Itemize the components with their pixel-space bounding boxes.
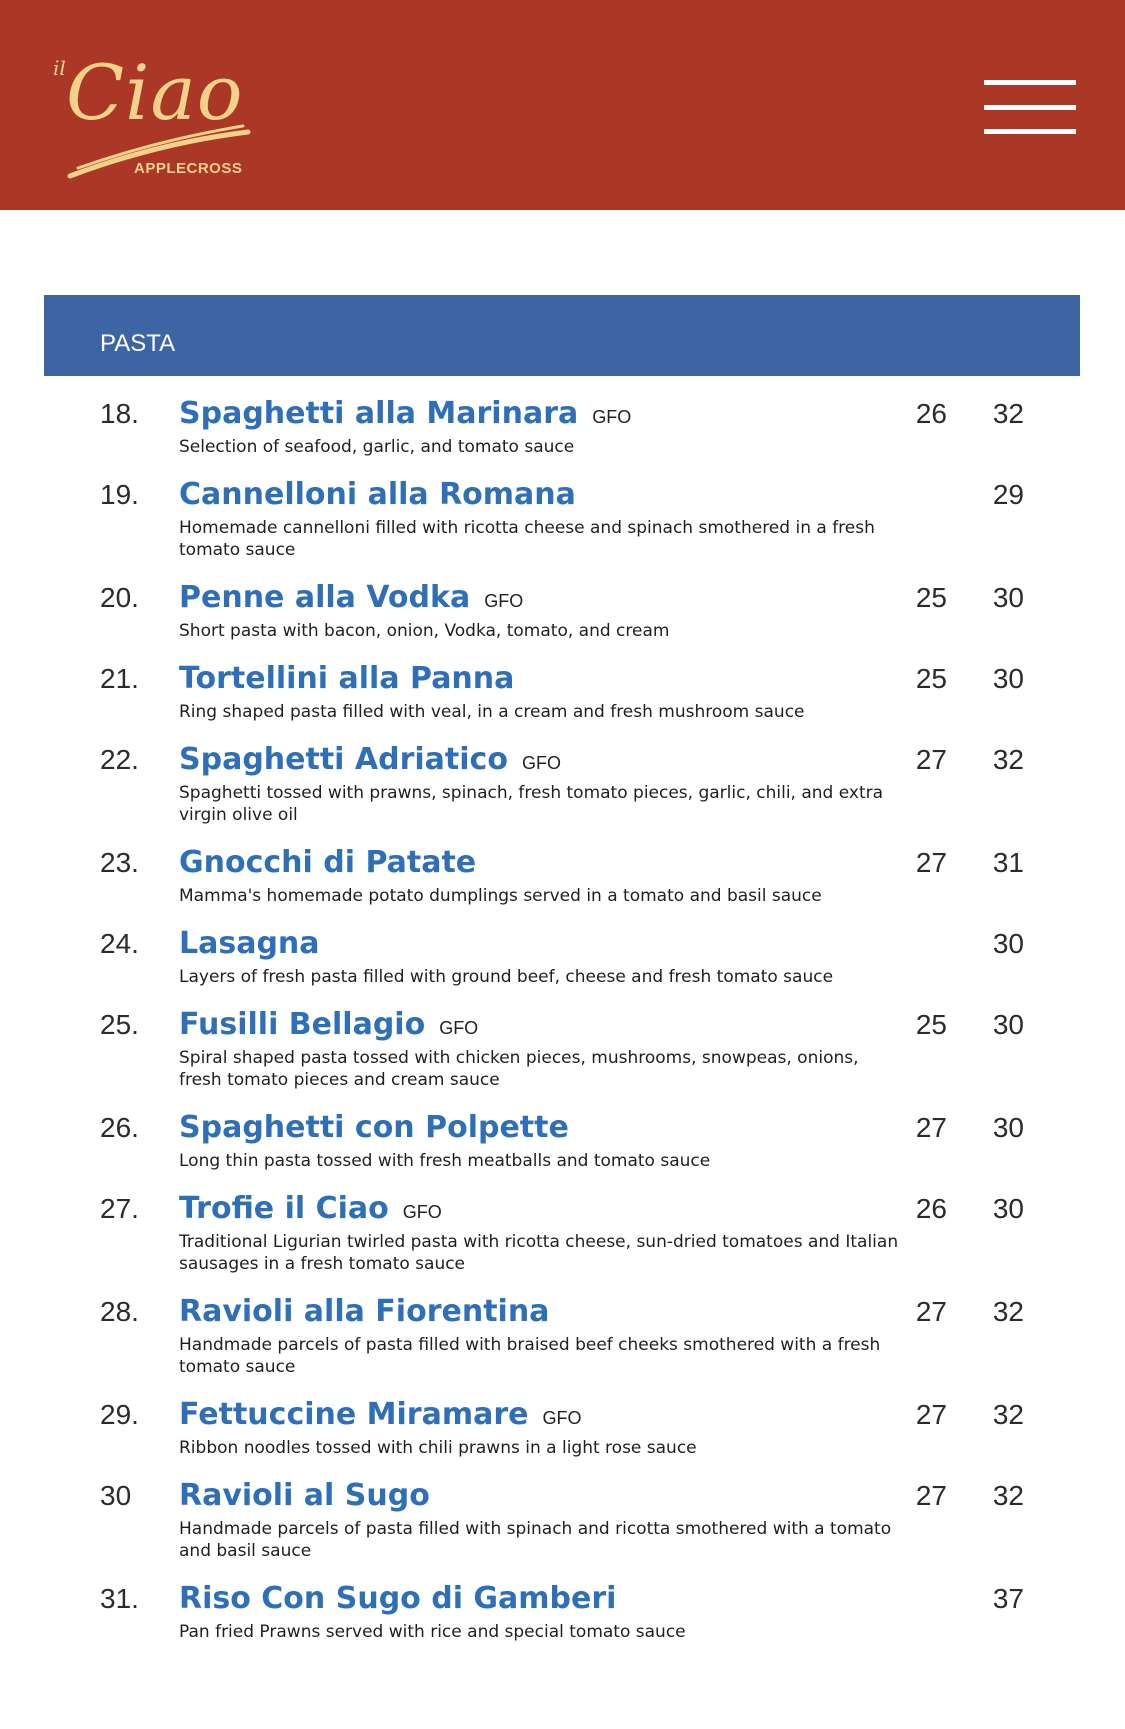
item-number: 31. xyxy=(100,1583,139,1614)
item-name: Cannelloni alla Romana xyxy=(179,477,576,512)
price-large: 30 xyxy=(992,1112,1024,1143)
item-name: Riso Con Sugo di Gamberi xyxy=(179,1581,617,1616)
item-number: 26. xyxy=(100,1112,139,1143)
section-header xyxy=(44,295,1080,376)
gfo-tag: GFO xyxy=(484,591,524,611)
item-name: Spaghetti Adriatico xyxy=(179,742,508,777)
price-small: 26 xyxy=(915,1193,947,1224)
price-small: 25 xyxy=(915,582,947,613)
item-name: Tortellini alla Panna xyxy=(179,661,515,696)
item-number: 22. xyxy=(100,744,139,775)
item-name: Spaghetti con Polpette xyxy=(179,1110,569,1145)
price-large: 32 xyxy=(992,1296,1024,1327)
price-large: 32 xyxy=(992,1399,1024,1430)
item-name: Ravioli al Sugo xyxy=(179,1478,430,1513)
menu-bar xyxy=(984,129,1076,134)
site-header xyxy=(0,0,1125,210)
price-large: 32 xyxy=(992,1480,1024,1511)
item-number: 21. xyxy=(100,663,139,694)
logo-location: APPLECROSS xyxy=(134,160,243,177)
price-large: 31 xyxy=(992,847,1024,878)
gfo-tag: GFO xyxy=(542,1408,582,1428)
price-large: 30 xyxy=(992,1193,1024,1224)
item-description: Mamma's homemade potato dumplings served in a tomato and basil sauce xyxy=(179,886,822,906)
item-description: Traditional Ligurian twirled pasta with ricotta cheese, sun-dried tomatoes and Italian sausages in a fresh tomato sauce xyxy=(179,1232,899,1274)
item-number: 20. xyxy=(100,582,139,613)
price-small: 27 xyxy=(915,1112,947,1143)
item-name: Spaghetti alla Marinara xyxy=(179,396,579,431)
price-large: 30 xyxy=(992,928,1024,959)
price-large: 32 xyxy=(992,398,1024,429)
item-description: Selection of seafood, garlic, and tomato sauce xyxy=(179,437,575,457)
item-name: Trofie il Ciao xyxy=(179,1191,389,1226)
item-description: Long thin pasta tossed with fresh meatballs and tomato sauce xyxy=(179,1151,711,1171)
item-description: Pan fried Prawns served with rice and special tomato sauce xyxy=(179,1622,686,1642)
item-description: Short pasta with bacon, onion, Vodka, tomato, and cream xyxy=(179,621,670,641)
menu-bar xyxy=(984,105,1076,110)
item-description: Spaghetti tossed with prawns, spinach, fresh tomato pieces, garlic, chili, and extra virgin olive oil xyxy=(179,783,884,825)
item-number: 23. xyxy=(100,847,139,878)
gfo-tag: GFO xyxy=(402,1202,442,1222)
price-large: 29 xyxy=(992,479,1024,510)
item-description: Handmade parcels of pasta filled with spinach and ricotta smothered with a tomato and basil sauce xyxy=(179,1519,892,1561)
price-small: 27 xyxy=(915,1296,947,1327)
price-small: 27 xyxy=(915,847,947,878)
item-name: Ravioli alla Fiorentina xyxy=(179,1294,550,1329)
price-large: 30 xyxy=(992,1009,1024,1040)
item-number: 30 xyxy=(100,1480,132,1511)
hamburger-menu-icon[interactable] xyxy=(984,78,1076,136)
item-name: Fettuccine Miramare xyxy=(179,1397,529,1432)
price-small: 27 xyxy=(915,744,947,775)
price-large: 30 xyxy=(992,582,1024,613)
item-description: Layers of fresh pasta filled with ground beef, cheese and fresh tomato sauce xyxy=(179,967,834,987)
gfo-tag: GFO xyxy=(439,1018,479,1038)
item-number: 24. xyxy=(100,928,139,959)
price-large: 30 xyxy=(992,663,1024,694)
item-name: Fusilli Bellagio xyxy=(179,1007,426,1042)
menu-bar xyxy=(984,80,1076,85)
price-small: 25 xyxy=(915,1009,947,1040)
logo[interactable] xyxy=(48,48,258,188)
price-small: 27 xyxy=(915,1480,947,1511)
logo-name: Ciao xyxy=(66,48,244,137)
item-name: Lasagna xyxy=(179,926,320,961)
gfo-tag: GFO xyxy=(592,407,632,427)
item-number: 29. xyxy=(100,1399,139,1430)
gfo-tag: GFO xyxy=(521,753,561,773)
price-small: 25 xyxy=(915,663,947,694)
item-description: Homemade cannelloni filled with ricotta cheese and spinach smothered in a fresh tomato sauce xyxy=(179,518,875,560)
price-large: 37 xyxy=(992,1583,1024,1614)
price-small: 27 xyxy=(915,1399,947,1430)
item-number: 18. xyxy=(100,398,139,429)
item-number: 19. xyxy=(100,479,139,510)
price-small: 26 xyxy=(915,398,947,429)
section-title: PASTA xyxy=(100,330,176,357)
item-number: 27. xyxy=(100,1193,139,1224)
item-description: Ribbon noodles tossed with chili prawns in a light rose sauce xyxy=(179,1438,697,1458)
price-large: 32 xyxy=(992,744,1024,775)
item-number: 25. xyxy=(100,1009,139,1040)
item-description: Handmade parcels of pasta filled with braised beef cheeks smothered with a fresh tomato sauce xyxy=(179,1335,881,1377)
item-description: Ring shaped pasta filled with veal, in a cream and fresh mushroom sauce xyxy=(179,702,805,722)
item-name: Gnocchi di Patate xyxy=(179,845,477,880)
logo-prefix: il xyxy=(53,56,66,80)
item-number: 28. xyxy=(100,1296,139,1327)
item-description: Spiral shaped pasta tossed with chicken pieces, mushrooms, snowpeas, onions, fresh tomato pieces and cream sauce xyxy=(179,1048,859,1090)
item-name: Penne alla Vodka xyxy=(179,580,471,615)
